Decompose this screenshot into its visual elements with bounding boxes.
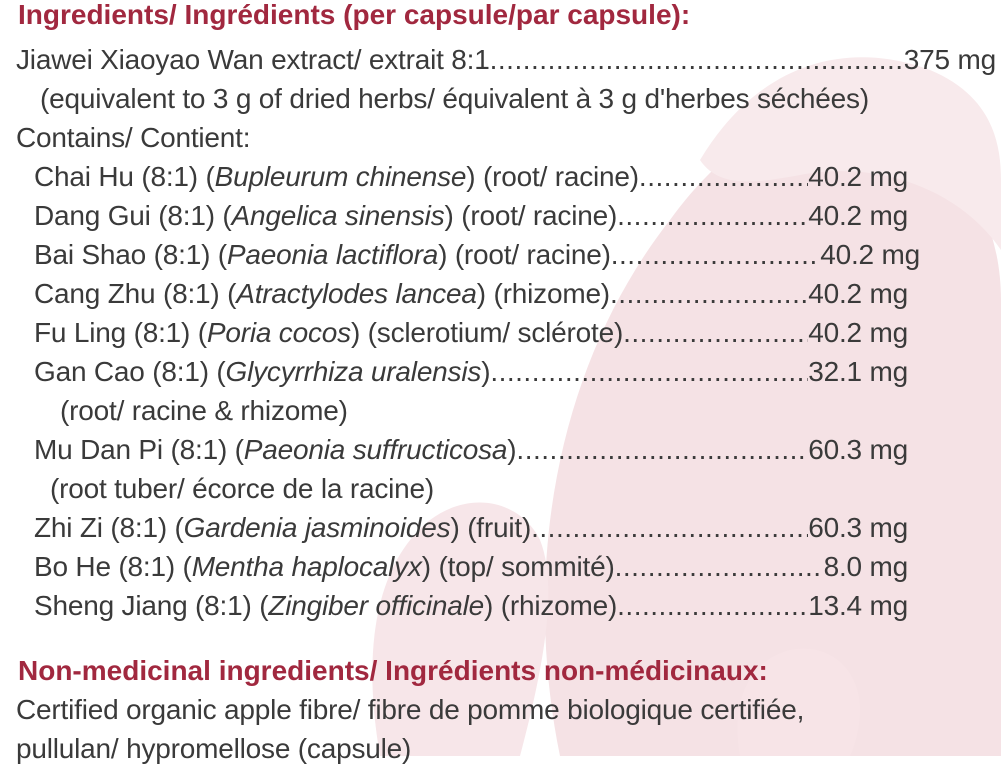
dot-leader (623, 316, 808, 350)
herb-label: Zhi Zi (8:1) (Gardenia jasminoides) (fruit) (34, 512, 532, 543)
dot-leader (516, 433, 808, 467)
herb-label: Chai Hu (8:1) (Bupleurum chinense) (root/ racine) (34, 161, 639, 192)
herb-amount: 32.1 mg (808, 356, 908, 387)
herb-row (34, 355, 908, 389)
herb-note: (root/ racine & rhizome) (60, 395, 348, 426)
herb-amount: 8.0 mg (823, 551, 908, 582)
extract-amount: 375 mg (903, 44, 996, 75)
herb-row (34, 277, 908, 311)
herb-row (34, 160, 908, 194)
herb-label: Bo He (8:1) (Mentha haplocalyx) (top/ sommité) (34, 551, 615, 582)
herb-amount: 40.2 mg (808, 278, 908, 309)
herb-amount: 60.3 mg (808, 512, 908, 543)
herb-label: Cang Zhu (8:1) (Atractylodes lancea) (rhizome) (34, 278, 610, 309)
latin-name: Gardenia jasminoides (183, 512, 451, 543)
herb-row (34, 316, 908, 350)
dot-leader (490, 355, 808, 389)
dot-leader (610, 277, 808, 311)
latin-name: Glycyrrhiza uralensis (225, 356, 482, 387)
herb-note: (root tuber/ écorce de la racine) (50, 473, 435, 504)
herb-amount: 40.2 mg (808, 200, 908, 231)
herb-amount: 60.3 mg (808, 434, 908, 465)
herb-label: Bai Shao (8:1) (Paeonia lactiflora) (root/ racine) (34, 239, 611, 270)
non-medicinal-line: pullulan/ hypromellose (capsule) (16, 733, 412, 764)
non-medicinal-heading: Non-medicinal ingredients/ Ingrédients non-médicinaux: (18, 655, 768, 686)
latin-name: Bupleurum chinense (214, 161, 467, 192)
dot-leader (639, 160, 808, 194)
herb-row (34, 550, 908, 584)
herb-label: Gan Cao (8:1) (Glycyrrhiza uralensis) (34, 356, 491, 387)
herb-amount: 40.2 mg (820, 239, 920, 270)
herb-label: Mu Dan Pi (8:1) (Paeonia suffructicosa) (34, 434, 517, 465)
extract-equivalent: (equivalent to 3 g of dried herbs/ équivalent à 3 g d'herbes séchées) (40, 83, 869, 114)
latin-name: Paeonia suffructicosa (243, 434, 508, 465)
latin-name: Zingiber officinale (268, 590, 484, 621)
herb-amount: 40.2 mg (808, 317, 908, 348)
dot-leader (531, 511, 808, 545)
contains-label: Contains/ Contient: (16, 122, 251, 153)
dot-leader (617, 199, 808, 233)
herb-amount: 40.2 mg (808, 161, 908, 192)
extract-name: Jiawei Xiaoyao Wan extract/ extrait 8:1 (16, 44, 490, 75)
latin-name: Angelica sinensis (231, 200, 445, 231)
dot-leader (617, 589, 808, 623)
herb-label: Fu Ling (8:1) (Poria cocos) (sclerotium/ sclérote) (34, 317, 624, 348)
ingredients-heading: Ingredients/ Ingrédients (per capsule/par capsule): (18, 0, 691, 30)
extract-row (16, 43, 996, 77)
herb-row (34, 511, 908, 545)
latin-name: Poria cocos (206, 317, 351, 348)
latin-name: Mentha haplocalyx (191, 551, 422, 582)
herb-label: Dang Gui (8:1) (Angelica sinensis) (root/ racine) (34, 200, 618, 231)
herb-row (34, 589, 908, 623)
herb-label: Sheng Jiang (8:1) (Zingiber officinale) (rhizome) (34, 590, 618, 621)
dot-leader (490, 43, 904, 77)
latin-name: Atractylodes lancea (236, 278, 477, 309)
herb-amount: 13.4 mg (808, 590, 908, 621)
dot-leader (615, 550, 824, 584)
latin-name: Paeonia lactiflora (226, 239, 439, 270)
dot-leader (611, 238, 820, 272)
herb-row (34, 238, 920, 272)
non-medicinal-line: Certified organic apple fibre/ fibre de pomme biologique certifiée, (16, 694, 805, 725)
herb-row (34, 199, 908, 233)
herb-row (34, 433, 908, 467)
